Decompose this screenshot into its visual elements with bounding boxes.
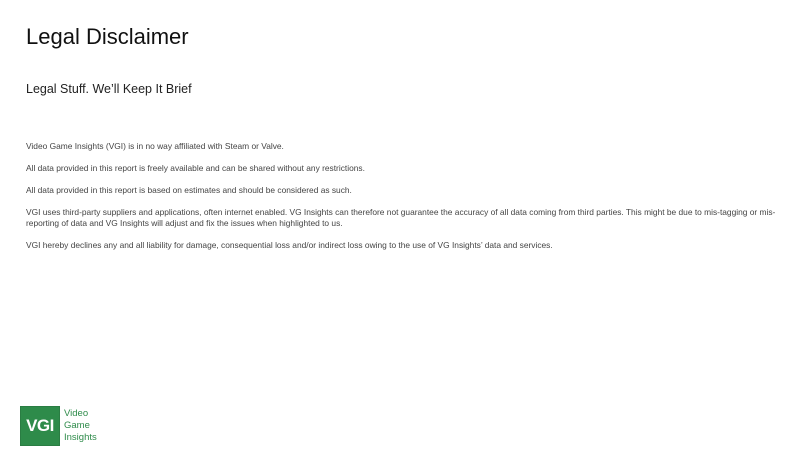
vgi-logo-text	[64, 408, 97, 444]
disclaimer-paragraph-sharing: All data provided in this report is freely available and can be shared without any restrictions.	[26, 163, 365, 173]
vgi-logo	[20, 405, 97, 447]
page-subtitle: Legal Stuff. We’ll Keep It Brief	[26, 82, 192, 96]
disclaimer-body	[26, 141, 778, 262]
disclaimer-paragraph-estimates: All data provided in this report is based on estimates and should be considered as such.	[26, 185, 352, 195]
disclaimer-paragraph-affiliation: Video Game Insights (VGI) is in no way affiliated with Steam or Valve.	[26, 141, 284, 151]
disclaimer-paragraph-third-party: VGI uses third-party suppliers and applications, often internet enabled. VG Insights can therefore not guarantee the accuracy of all data coming from third parties. This might be due to mis-tagging or mis-reporting of data and VG Insights will adjust and fix the issues when highlighted to us.	[26, 207, 776, 228]
page-title: Legal Disclaimer	[26, 24, 189, 49]
vgi-logo-mark: VGI	[20, 406, 60, 446]
vgi-logo-line-game: Game	[64, 420, 90, 431]
vgi-logo-line-insights: Insights	[64, 432, 97, 443]
vgi-logo-line-video: Video	[64, 408, 89, 419]
disclaimer-paragraph-liability: VGI hereby declines any and all liability for damage, consequential loss and/or indirect loss owing to the use of VG Insights’ data and services.	[26, 240, 553, 250]
